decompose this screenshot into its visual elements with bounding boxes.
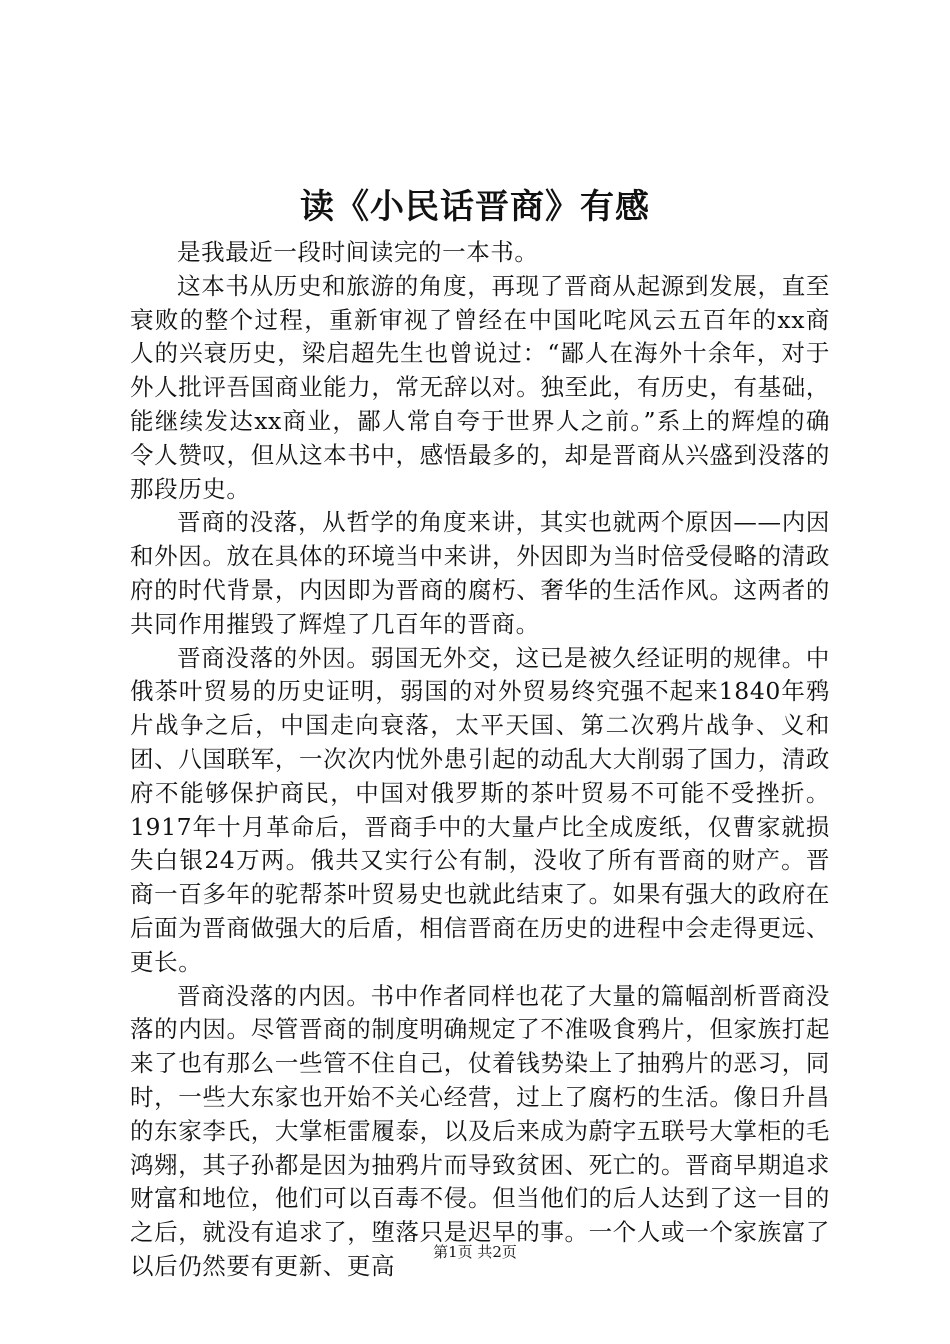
paragraph-3: 晋商的没落，从哲学的角度来讲，其实也就两个原因——内因和外因。放在具体的环境当中来讲，外因即为当时倍受侵略的清政府的时代背景，内因即为晋商的腐朽、奢华的生活作风。这两者的共同作用摧毁了辉煌了几百年的晋商。 (130, 508, 830, 638)
paragraph-1: 是我最近一段时间读完的一本书。 (177, 238, 539, 266)
page-number-footer: 第1页 共2页 (433, 1243, 517, 1261)
paragraph-4: 晋商没落的外因。弱国无外交，这已是被久经证明的规律。中俄茶叶贸易的历史证明，弱国的对外贸易终究强不起来1840年鸦片战争之后，中国走向衰落，太平天国、第二次鸦片战争、义和团、八国联军，一次次内忧外患引起的动乱大大削弱了国力，清政府不能够保护商民，中国对俄罗斯的茶叶贸易不可能不受挫折。1917年十月革命后，晋商手中的大量卢比全成废纸，仅曹家就损失白银24万两。俄共又实行公有制，没收了所有晋商的财产。晋商一百多年的驼帮茶叶贸易史也就此结束了。如果有强大的政府在后面为晋商做强大的后盾，相信晋商在历史的进程中会走得更远、更长。 (130, 643, 830, 976)
document-title: 读《小民话晋商》有感 (300, 187, 650, 227)
paragraph-5: 晋商没落的内因。书中作者同样也花了大量的篇幅剖析晋商没落的内因。尽管晋商的制度明确规定了不准吸食鸦片，但家族打起来了也有那么一些管不住自己，仗着钱势染上了抽鸦片的恶习，同时，一些大东家也开始不关心经营，过上了腐朽的生活。像日升昌的东家李氏，大掌柜雷履泰，以及后来成为蔚字五联号大掌柜的毛鸿翙，其子孙都是因为抽鸦片而导致贫困、死亡的。晋商早期追求财富和地位，他们可以百毒不侵。但当他们的后人达到了这一目的之后，就没有追求了，堕落只是迟早的事。一个人或一个家族富了以后仍然要有更新、更高 (130, 981, 830, 1280)
paragraph-2: 这本书从历史和旅游的角度，再现了晋商从起源到发展，直至衰败的整个过程，重新审视了曾经在中国叱咤风云五百年的xx商人的兴衰历史，梁启超先生也曾说过：“鄙人在海外十余年，对于外人批评吾国商业能力，常无辞以对。独至此，有历史，有基础，能继续发达xx商业，鄙人常自夸于世界人之前。”系上的辉煌的确令人赞叹，但从这本书中，感悟最多的，却是晋商从兴盛到没落的那段历史。 (130, 271, 830, 503)
document-body (130, 236, 830, 1284)
